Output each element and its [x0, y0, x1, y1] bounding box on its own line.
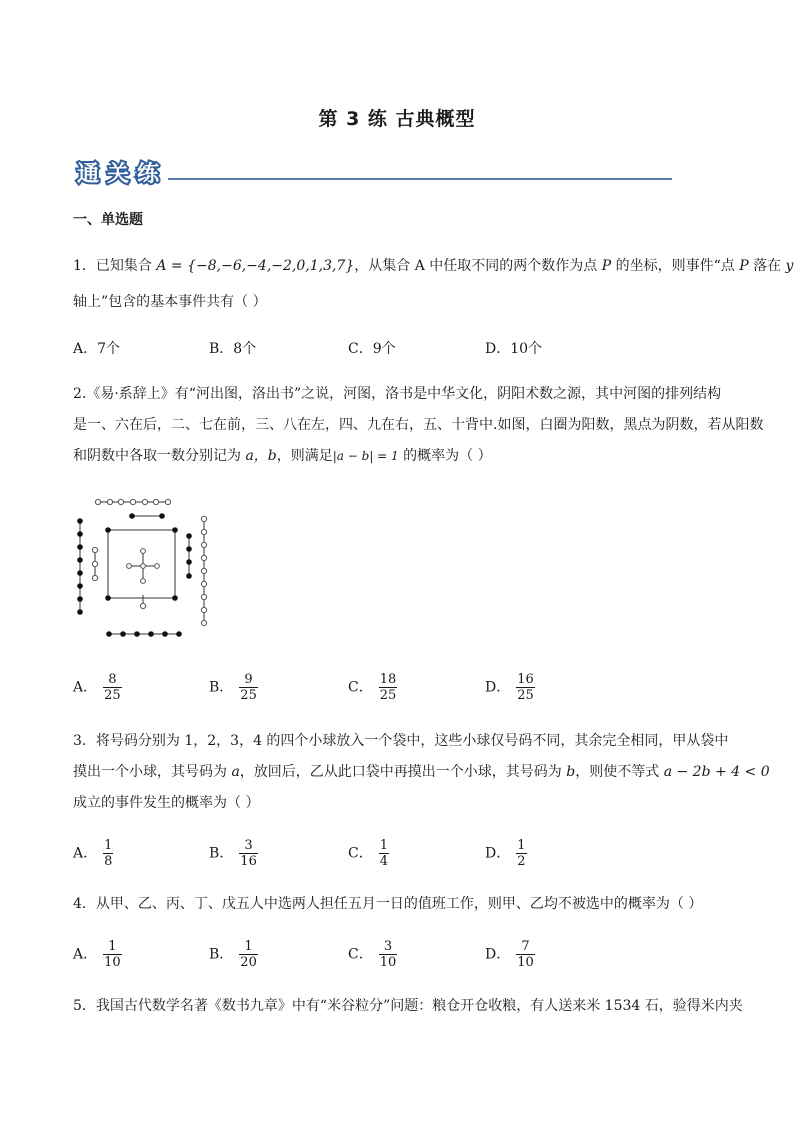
q2-line-2: 是一、六在后，二、七在前，三、八在左，四、九在右，五、十背中.如图，白圈为阳数，黑点为阴数，若从阳数	[73, 417, 764, 433]
q2-option-c: C． $\frac{18}{25}$	[348, 672, 397, 703]
section-heading: 一、单选题	[73, 212, 143, 228]
q3-option-a: A． $\frac{1}{8}$	[73, 838, 113, 869]
badge-char-1: 通	[76, 162, 100, 187]
q4-option-d: D． $\frac{7}{10}$	[485, 939, 534, 970]
q1-option-c: C．9个	[348, 341, 396, 357]
q2-line-1: 2.《易·系辞上》有“河出图，洛出书”之说，河图，洛书是中华文化，阴阳术数之源，其中河图的排列结构	[73, 386, 722, 402]
q3-line-1: 3．将号码分别为 1，2，3，4 的四个小球放入一个袋中，这些小球仅号码不同，其余完全相同，甲从袋中	[73, 733, 729, 749]
q3-option-c: C． $\frac{1}{4}$	[348, 838, 388, 869]
q1-line-2: 轴上”包含的基本事件共有（ ）	[73, 294, 267, 310]
q2-option-d: D． $\frac{16}{25}$	[485, 672, 534, 703]
q2-line-3: 和阴数中各取一数分别记为 a，b，则满足|a − b| = 1 的概率为（ ）	[73, 448, 492, 464]
q2-option-b: B． $\frac{9}{25}$	[209, 672, 257, 703]
q1-line-1: 1．已知集合 A = {−8,−6,−4,−2,0,1,3,7}，从集合 A 中任取不同的两个数作为点 P 的坐标，则事件“点 P 落在 y	[73, 258, 794, 274]
page-title: 第 3 练 古典概型	[318, 108, 476, 130]
q4-option-a: A． $\frac{1}{10}$	[73, 939, 121, 970]
badge-char-3: 练	[136, 162, 160, 187]
q3-option-b: B． $\frac{3}{16}$	[209, 838, 257, 869]
q4-option-b: B． $\frac{1}{20}$	[209, 939, 257, 970]
section-badge-logo	[72, 154, 168, 190]
q1-option-a: A．7个	[73, 341, 121, 357]
q3-line-3: 成立的事件发生的概率为（ ）	[73, 795, 260, 811]
q4-option-c: C． $\frac{3}{10}$	[348, 939, 397, 970]
q1-option-b: B．8个	[209, 341, 257, 357]
q1-option-d: D．10个	[485, 341, 543, 357]
q2-option-a: A． $\frac{8}{25}$	[73, 672, 121, 703]
header-rule	[168, 178, 672, 180]
hetu-figure	[70, 494, 220, 640]
q5-line-1: 5．我国古代数学名著《数书九章》中有“米谷粒分”问题：粮仓开仓收粮，有人送来米 1534 石，验得米内夹	[73, 998, 743, 1014]
q3-line-2: 摸出一个小球，其号码为 a，放回后，乙从此口袋中再摸出一个小球，其号码为 b，则使不等式 a − 2b + 4 < 0	[73, 764, 770, 780]
q3-option-d: D． $\frac{1}{2}$	[485, 838, 526, 869]
q4-line-1: 4．从甲、乙、丙、丁、戊五人中选两人担任五月一日的值班工作，则甲、乙均不被选中的概率为（ ）	[73, 896, 703, 912]
badge-char-2: 关	[106, 162, 130, 187]
